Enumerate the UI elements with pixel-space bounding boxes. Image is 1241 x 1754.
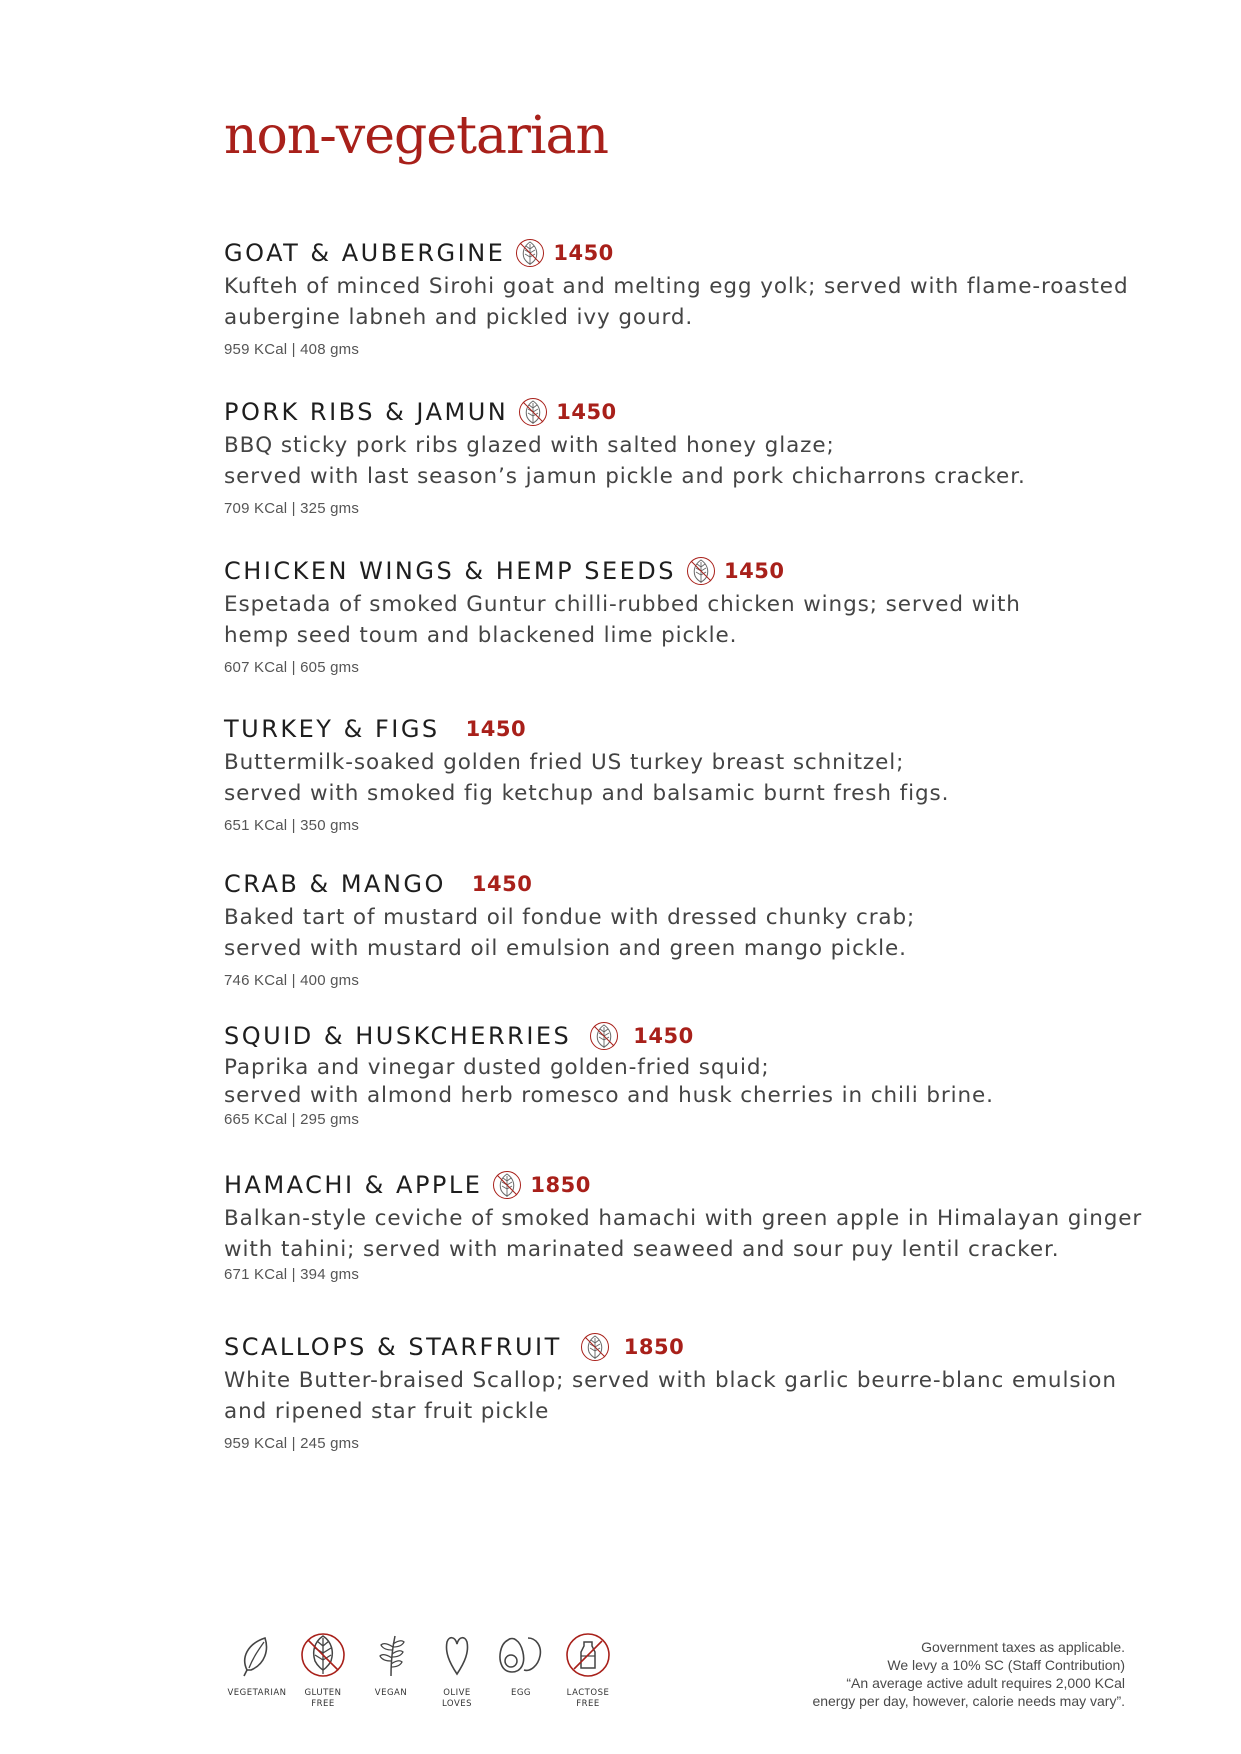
item-price: 1850 (530, 1173, 591, 1197)
legend-label: GLUTEN FREE (304, 1688, 342, 1709)
item-price: 1850 (623, 1335, 685, 1359)
item-price: 1450 (556, 400, 617, 424)
footnote-line: “An average active adult requires 2,000 KCal (846, 1675, 1125, 1691)
footnote-line: Government taxes as applicable. (921, 1639, 1125, 1655)
item-nutrition: 665 KCal | 295 gms (224, 1111, 360, 1128)
legend-item-lactose-free (553, 1628, 623, 1710)
gluten-free-icon (299, 1628, 347, 1682)
item-nutrition: 651 KCal | 350 gms (224, 817, 360, 834)
item-description: BBQ sticky pork ribs glazed with salted honey glaze; served with last season’s jamun pickle and pork chicharrons cracker. (224, 433, 1026, 489)
item-name: TURKEY & FIGS (224, 715, 440, 743)
item-name: PORK RIBS & JAMUN (224, 398, 509, 426)
item-name: CRAB & MANGO (224, 870, 446, 898)
item-price: 1450 (465, 717, 527, 741)
gluten-free-icon (580, 1332, 610, 1362)
item-nutrition: 746 KCal | 400 gms (224, 972, 360, 989)
gluten-free-icon (686, 556, 716, 586)
item-description: Buttermilk-soaked golden fried US turkey breast schnitzel; served with smoked fig ketchup and balsamic burnt fresh figs. (224, 750, 950, 806)
item-description: Espetada of smoked Guntur chilli-rubbed chicken wings; served with hemp seed toum and blackened lime pickle. (224, 592, 1021, 648)
legend-item-vegetarian (222, 1628, 292, 1699)
item-description: Baked tart of mustard oil fondue with dressed chunky crab; served with mustard oil emulsion and green mango pickle. (224, 905, 916, 961)
item-description: Balkan-style ceviche of smoked hamachi with green apple in Himalayan ginger with tahini; served with marinated seaweed and sour puy lentil cracker. (224, 1206, 1143, 1262)
leaf-icon (235, 1628, 279, 1682)
egg-icon (494, 1628, 548, 1682)
item-name: HAMACHI & APPLE (224, 1171, 483, 1199)
footnote-line: We levy a 10% SC (Staff Contribution) (887, 1657, 1125, 1673)
heart-icon (437, 1628, 477, 1682)
item-description: Paprika and vinegar dusted golden-fried squid; served with almond herb romesco and husk cherries in chili brine. (224, 1055, 994, 1108)
item-nutrition: 671 KCal | 394 gms (224, 1266, 360, 1283)
tax-footnote (812, 1638, 1125, 1710)
item-description: Kufteh of minced Sirohi goat and melting egg yolk; served with flame-roasted aubergine labneh and pickled ivy gourd. (224, 274, 1129, 330)
item-name: SQUID & HUSKCHERRIES (224, 1022, 572, 1050)
legend-label: OLIVE LOVES (441, 1688, 473, 1709)
item-price: 1450 (553, 241, 614, 265)
item-nutrition: 607 KCal | 605 gms (224, 659, 360, 676)
menu-item (224, 395, 1144, 517)
item-nutrition: 959 KCal | 408 gms (224, 341, 360, 358)
dietary-legend (222, 1628, 682, 1718)
gluten-free-icon (515, 238, 545, 268)
legend-item-vegan (356, 1628, 426, 1699)
item-name: SCALLOPS & STARFRUIT (224, 1333, 562, 1361)
menu-item (224, 236, 1144, 358)
legend-item-gluten-free (288, 1628, 358, 1710)
footnote-line: energy per day, however, calorie needs may vary”. (812, 1693, 1125, 1709)
wheat-sprig-icon (371, 1628, 411, 1682)
legend-label: EGG (510, 1688, 532, 1698)
menu-item (224, 867, 1144, 989)
legend-label: VEGETARIAN (227, 1688, 287, 1698)
item-description: White Butter-braised Scallop; served with black garlic beurre-blanc emulsion and ripened star fruit pickle (224, 1368, 1117, 1424)
item-price: 1450 (471, 872, 533, 896)
item-nutrition: 959 KCal | 245 gms (224, 1435, 360, 1452)
item-name: CHICKEN WINGS & HEMP SEEDS (224, 557, 676, 585)
legend-label: LACTOSE FREE (566, 1688, 610, 1709)
gluten-free-icon (518, 397, 548, 427)
legend-item-olive-loves (422, 1628, 492, 1710)
menu-item (224, 554, 1144, 676)
legend-item-egg (486, 1628, 556, 1699)
menu-item (224, 1168, 1144, 1283)
page-title: non-vegetarian (224, 106, 608, 166)
menu-item (224, 712, 1144, 834)
item-price: 1450 (724, 559, 785, 583)
item-price: 1450 (633, 1024, 694, 1048)
gluten-free-icon (589, 1021, 619, 1051)
menu-item (224, 1330, 1144, 1452)
item-name: GOAT & AUBERGINE (224, 239, 506, 267)
no-milk-icon (563, 1628, 613, 1682)
item-nutrition: 709 KCal | 325 gms (224, 500, 360, 517)
legend-label: VEGAN (374, 1688, 408, 1698)
gluten-free-icon (492, 1170, 522, 1200)
menu-item (224, 1019, 1144, 1128)
